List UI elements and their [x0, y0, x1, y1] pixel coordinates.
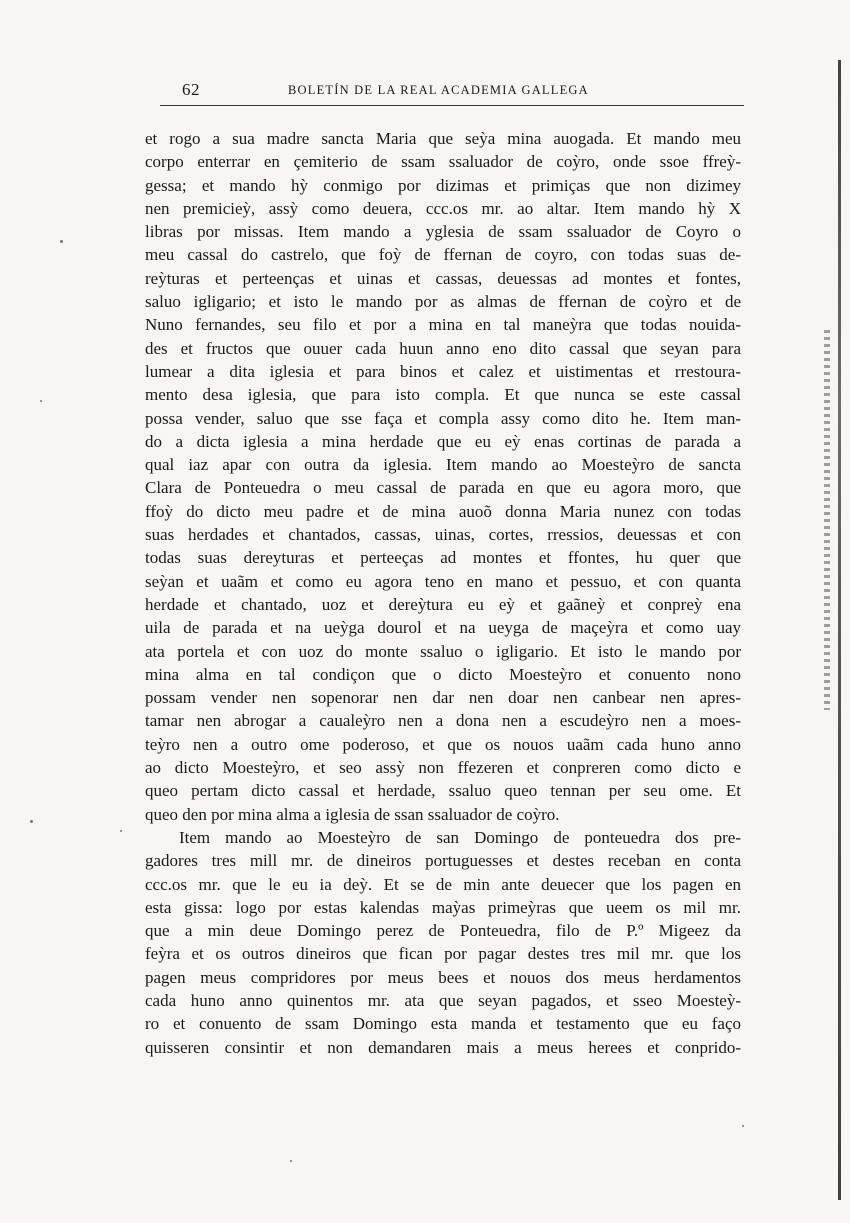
text-line: herdade et chantado, uoz et dereỳtura eu eỳ et gaãneỳ et conpreỳ ena	[145, 594, 741, 614]
text-line: nen premicieỳ, assỳ como deuera, ccc.os mr. ao altar. Item mando hỳ X	[145, 198, 741, 218]
text-line: todas suas dereyturas et perteeças ad montes et ffontes, hu quer que	[145, 548, 741, 568]
paragraph-1	[145, 127, 741, 826]
header-rule	[160, 105, 744, 106]
scan-speck	[40, 400, 42, 402]
text-line: ao dicto Moesteỳro, et seo assỳ non ffezeren et conpreren como dicto e	[145, 758, 741, 778]
text-line: des et fructos que ouuer cada huun anno eno dito cassal que seyan para	[145, 338, 741, 358]
text-line: quisseren consintir et non demandaren mais a meus herees et conprido-	[145, 1037, 741, 1057]
text-line: saluo igligario; et isto le mando por as almas de ffernan de coỳro et de	[145, 292, 741, 312]
page-number: 62	[182, 80, 200, 99]
text-line: ccc.os mr. que le eu ia deỳ. Et se de min ante deuecer que los pagen en	[145, 874, 741, 894]
text-line: queo pertam dicto cassal et herdade, ssaluo queo tennan per seu ome. Et	[145, 781, 741, 801]
text-line: Nuno fernandes, seu filo et por a mina en tal maneỳra que todas nouida-	[145, 315, 741, 335]
paragraph-2	[145, 826, 741, 1059]
text-line: Item mando ao Moesteỳro de san Domingo de ponteuedra dos pre-	[179, 827, 741, 847]
text-line: uila de parada et na ueỳga dourol et na ueyga de maçeỳra et como uay	[145, 618, 741, 638]
text-line: do a dicta iglesia a mina herdade que eu eỳ enas cortinas de parada a	[145, 431, 741, 451]
text-line: queo den por mina alma a iglesia de ssan ssaluador de coỳro.	[145, 804, 560, 824]
text-line: possam vender nen sopenorar nen dar nen doar nen canbear nen apres-	[145, 688, 741, 708]
scan-speck	[742, 1125, 744, 1127]
text-line: gessa; et mando hỳ conmigo por dizimas et primiças que non dizimey	[145, 175, 741, 195]
text-line: meu cassal do castrelo, que foỳ de ffernan de coyro, con todas suas de-	[145, 245, 741, 265]
running-head: BOLETÍN DE LA REAL ACADEMIA GALLEGA	[288, 83, 589, 97]
text-line: suas herdades et chantados, cassas, uinas, cortes, rressios, deuessas et con	[145, 525, 741, 545]
text-line: Clara de Ponteuedra o meu cassal de parada en que eu agora moro, que	[145, 478, 741, 498]
text-line: ata portela et con uoz do monte ssaluo o igligario. Et isto le mando por	[145, 641, 741, 661]
scan-speck	[60, 240, 63, 243]
page-header	[160, 80, 745, 102]
text-line: pagen meus compridores por meus bees et nouos dos meus herdamentos	[145, 967, 741, 987]
text-line: cada huno anno quinentos mr. ata que seyan pagados, et sseo Moesteỳ-	[145, 990, 741, 1010]
text-line: esta gissa: logo por estas kalendas maỳas primeỳras que ueem os mil mr.	[145, 897, 741, 917]
text-line: libras por missas. Item mando a yglesia de ssam ssaluador de Coyro o	[145, 222, 741, 242]
text-line: que a min deue Domingo perez de Ponteuedra, filo de P.º Migeez da	[145, 921, 741, 941]
text-line: teỳro nen a outro ome poderoso, et que os nouos uaãm cada huno anno	[145, 734, 741, 754]
text-line: et rogo a sua madre sancta Maria que seỳa mina auogada. Et mando meu	[145, 129, 741, 148]
text-line: possa vender, saluo que sse faça et compla assy como dito he. Item man-	[145, 408, 741, 428]
text-line: qual iaz apar con outra da iglesia. Item mando ao Moesteỳro de sancta	[145, 455, 741, 475]
text-line: ro et conuento de ssam Domingo esta manda et testamento que eu faço	[145, 1014, 741, 1034]
text-line: corpo enterrar en çemiterio de ssam ssaluador de coỳro, onde ssoe ffreỳ-	[145, 152, 741, 172]
scan-edge-shadow	[838, 60, 841, 1200]
scan-speck	[290, 1160, 292, 1162]
scan-speck	[120, 830, 122, 832]
text-line: feỳra et os outros dineiros que fican por pagar destes tres mil mr. que los	[145, 944, 741, 964]
text-line: gadores tres mill mr. de dineiros portuguesses et destes receban en conta	[145, 851, 741, 871]
text-line: mento desa iglesia, que para isto compla. Et que nunca se este cassal	[145, 385, 741, 405]
scan-edge-noise	[824, 330, 830, 710]
text-line: mina alma en tal condiçon que o dicto Moesteỳro et conuento nono	[145, 664, 741, 684]
body-text	[145, 127, 741, 1059]
text-line: ffoỳ do dicto meu padre et de mina auoõ donna Maria nunez con todas	[145, 501, 741, 521]
text-line: tamar nen abrogar a caualeỳro nen a dona nen a escudeỳro nen a moes-	[145, 711, 741, 731]
text-line: lumear a dita iglesia et para binos et calez et uistimentas et rrestoura-	[145, 361, 741, 381]
text-line: seỳan et uaãm et como eu agora teno en mano et pessuo, et con quanta	[145, 571, 741, 591]
scan-speck	[30, 820, 33, 823]
text-line: reỳturas et perteenças et uinas et cassas, deuessas ad montes et fontes,	[145, 268, 741, 288]
